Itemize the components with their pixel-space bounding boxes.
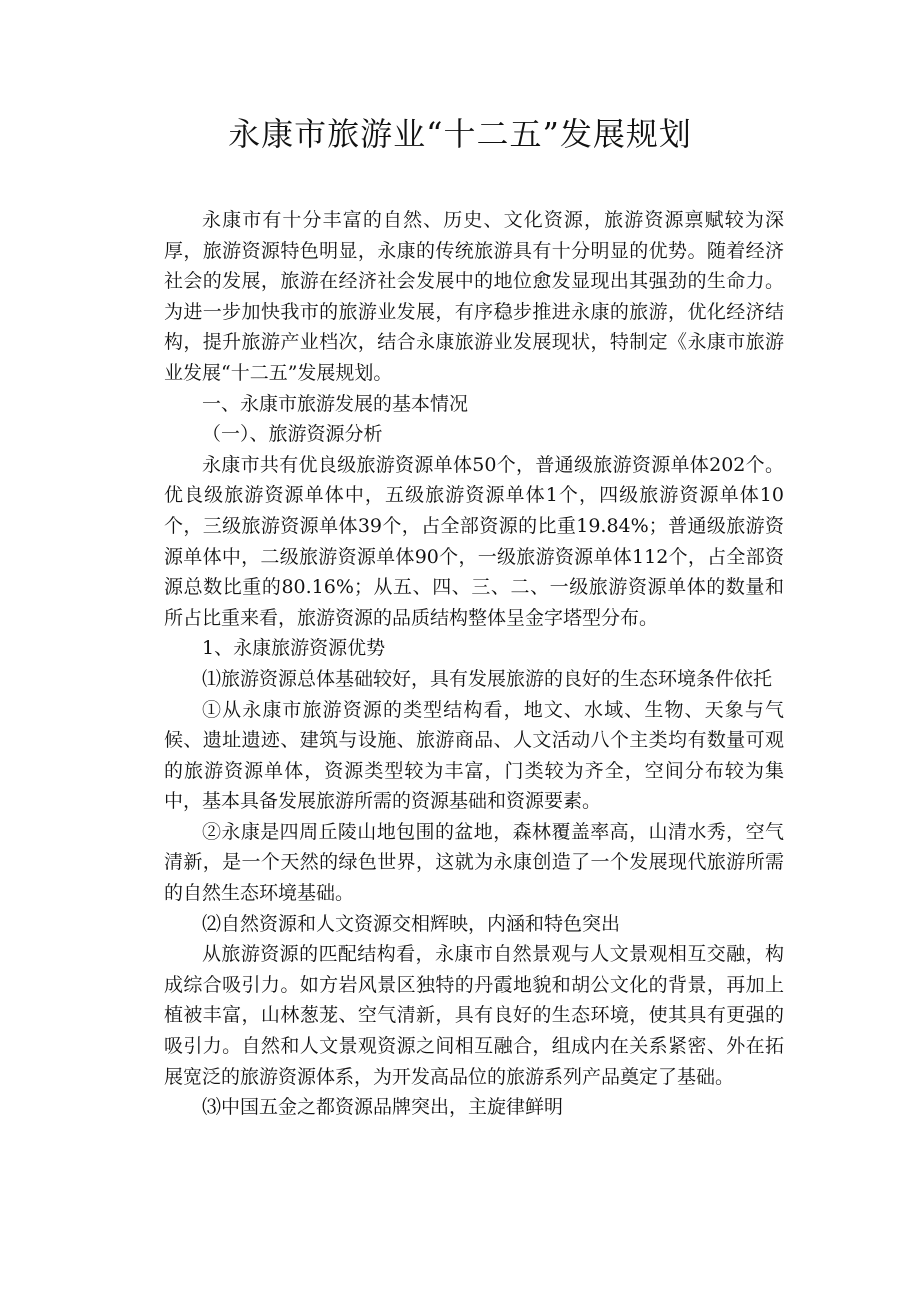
body-paragraph: 从旅游资源的匹配结构看，永康市自然景观与人文景观相互交融，构成综合吸引力。如方岩风景区独特的丹霞地貌和胡公文化的背景，再加上植被丰富，山林葱茏、空气清新，具有良好的生态环境，使其具有更强的吸引力。自然和人文景观资源之间相互融合，组成内在关系紧密、外在拓展宽泛的旅游资源体系，为开发高品位的旅游系列产品奠定了基础。 — [164, 943, 784, 1088]
document-body — [164, 205, 784, 1123]
item-heading: ⑵自然资源和人文资源交相辉映，内涵和特色突出 — [202, 912, 621, 935]
item-heading: ⑶中国五金之都资源品牌突出，主旋律鲜明 — [202, 1096, 564, 1119]
point-heading: 1、永康旅游资源优势 — [202, 637, 386, 660]
document-title: 永康市旅游业“十二五”发展规划 — [228, 115, 692, 153]
section-heading: 一、永康市旅游发展的基本情况 — [202, 392, 469, 415]
body-paragraph: ①从永康市旅游资源的类型结构看，地文、水域、生物、天象与气候、遗址遗迹、建筑与设施、旅游商品、人文活动八个主类均有数量可观的旅游资源单体，资源类型较为丰富，门类较为齐全，空间分布较为集中，基本具备发展旅游所需的资源基础和资源要素。 — [164, 698, 784, 813]
body-paragraph: ②永康是四周丘陵山地包围的盆地，森林覆盖率高，山清水秀，空气清新，是一个天然的绿色世界，这就为永康创造了一个发展现代旅游所需的自然生态环境基础。 — [164, 820, 784, 905]
subsection-heading: （一）、旅游资源分析 — [202, 423, 383, 446]
intro-paragraph: 永康市有十分丰富的自然、历史、文化资源，旅游资源禀赋较为深厚，旅游资源特色明显，永康的传统旅游具有十分明显的优势。随着经济社会的发展，旅游在经济社会发展中的地位愈发显现出其强劲的生命力。为进一步加快我市的旅游业发展，有序稳步推进永康的旅游，优化经济结构，提升旅游产业档次，结合永康旅游业发展现状，特制定《永康市旅游业发展“十二五”发展规划。 — [164, 209, 784, 384]
item-heading: ⑴旅游资源总体基础较好，具有发展旅游的良好的生态环境条件依托 — [202, 667, 773, 690]
resource-stats-paragraph: 永康市共有优良级旅游资源单体50个，普通级旅游资源单体202个。优良级旅游资源单体中，五级旅游资源单体1个，四级旅游资源单体10个，三级旅游资源单体39个，占全部资源的比重19.84%；普通级旅游资源单体中，二级旅游资源单体90个，一级旅游资源单体112个，占全部资源总数比重的80.16%；从五、四、三、二、一级旅游资源单体的数量和所占比重来看，旅游资源的品质结构整体呈金字塔型分布。 — [164, 453, 784, 629]
